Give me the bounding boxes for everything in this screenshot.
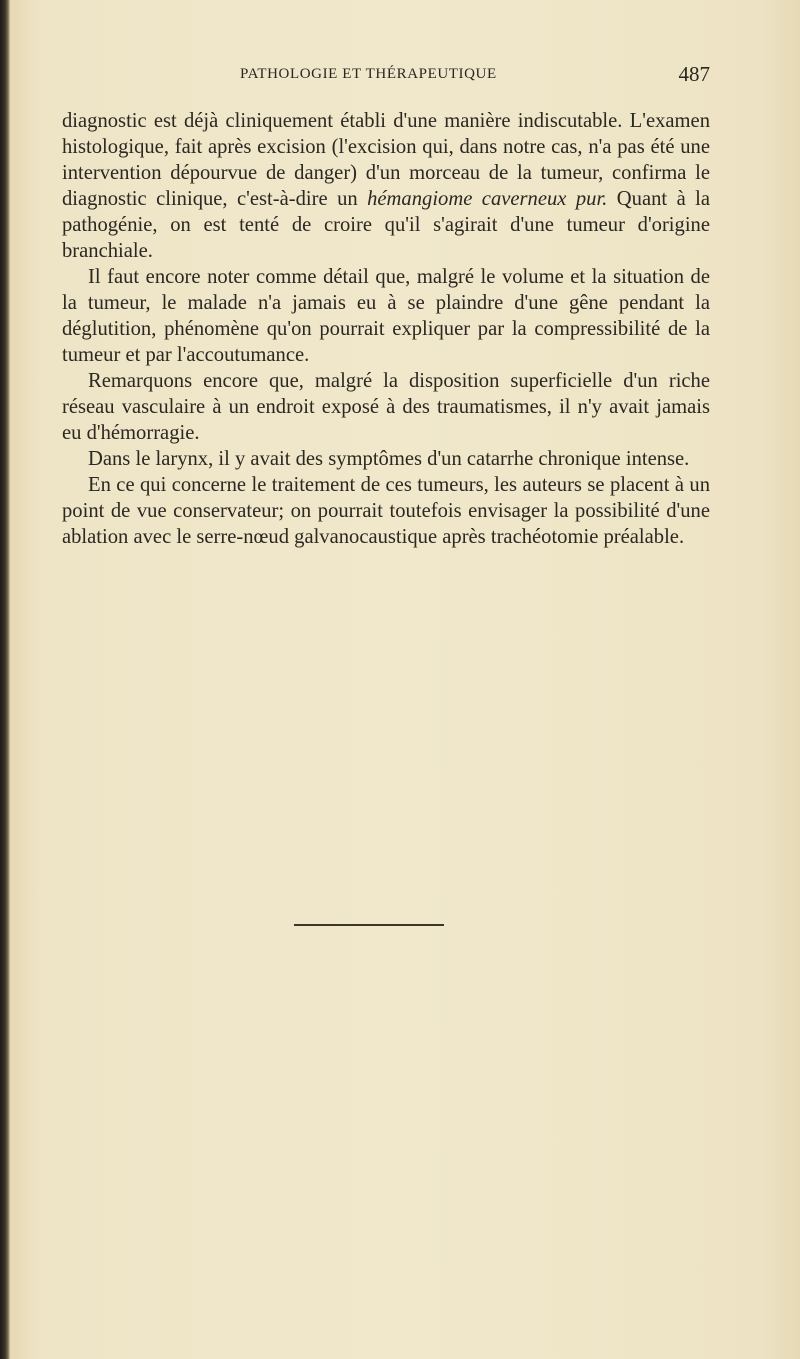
body-text xyxy=(62,108,710,550)
paragraph-hemorrhage: Remarquons encore que, malgré la disposition superficielle d'un riche réseau vasculaire à un endroit exposé à des traumatismes, il n'y avait jamais eu d'hémorragie. xyxy=(62,370,710,444)
running-title: PATHOLOGIE ET THÉRAPEUTIQUE xyxy=(240,66,497,82)
paragraph-diagnostic-text: diagnostic est déjà cliniquement établi d'une manière indiscutable. L'examen histologique, fait après excision (l'excision qui, dans notre cas, n'a pas été une intervention dépourvue de danger) d'un morceau de la tumeur, confirma le diagnostic clinique, c'est-à-dire un xyxy=(62,110,710,210)
paragraph-detail: Il faut encore noter comme détail que, malgré le volume et la situation de la tumeur, le malade n'a jamais eu à se plaindre d'une gêne pendant la déglutition, phénomène qu'on pourrait expliquer par la compressibilité de la tumeur et par l'accoutumance. xyxy=(62,266,710,366)
paragraph-treatment: En ce qui concerne le traitement de ces tumeurs, les auteurs se placent à un point de vue conservateur; on pourrait toutefois envisager la possibilité d'une ablation avec le serre-nœud galvanocaustique après trachéotomie préalable. xyxy=(62,474,710,548)
page-header xyxy=(62,62,710,88)
diagnosis-term: hémangiome caverneux pur. xyxy=(367,188,608,210)
footer-rule xyxy=(294,924,444,926)
page-number: 487 xyxy=(678,62,710,86)
page-binding-edge xyxy=(0,0,10,1359)
paragraph-diagnostic-text-end: Quant à la pathogénie, on est tenté de croire qu'il s'agirait d'une tumeur d'origine branchiale. xyxy=(62,188,711,262)
paragraph-diagnostic xyxy=(62,108,710,264)
paragraph-larynx: Dans le larynx, il y avait des symptômes d'un catarrhe chronique intense. xyxy=(88,448,690,470)
